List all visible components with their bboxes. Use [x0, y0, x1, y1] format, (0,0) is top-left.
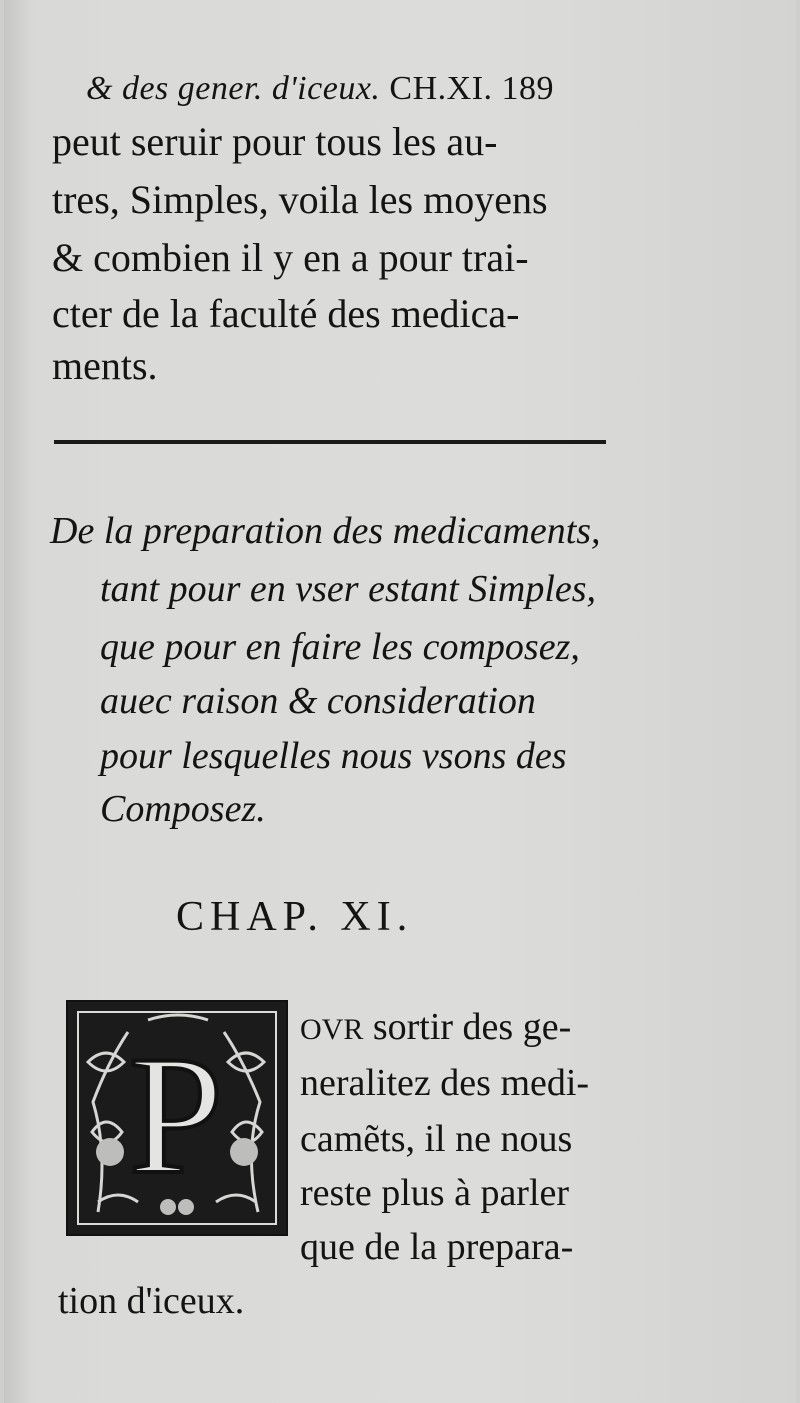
floral-initial-icon	[68, 1002, 286, 1234]
paragraph-line-1-text: sortir des ge-	[363, 1006, 572, 1048]
section-title-line-2: tant pour en vser estant Simples,	[100, 568, 597, 610]
paragraph-line-5: que de la prepara-	[300, 1226, 574, 1268]
page-number: 189	[501, 70, 555, 107]
book-page	[4, 0, 796, 1403]
body-line-5: ments.	[52, 343, 158, 388]
chapter-heading: CHAP. XI.	[176, 894, 414, 940]
section-title-line-6: Composez.	[100, 788, 266, 830]
section-title-line-4: auec raison & consideration	[100, 680, 536, 722]
paragraph-line-4: reste plus à parler	[300, 1172, 570, 1214]
body-line-1: peut seruir pour tous les au-	[52, 119, 498, 164]
section-title-line-3: que pour en faire les composez,	[100, 626, 580, 668]
body-line-2: tres, Simples, voila les moyens	[52, 177, 548, 222]
section-title-line-5: pour lesquelles nous vsons des	[100, 735, 567, 777]
paragraph-first-word: OVR	[300, 1013, 364, 1046]
paragraph-line-3: camẽts, il ne nous	[300, 1118, 573, 1160]
section-title-line-1: De la preparation des medicaments,	[50, 510, 601, 552]
decorated-initial	[66, 1000, 288, 1236]
paragraph-last-line: tion d'iceux.	[58, 1280, 245, 1322]
running-head	[86, 70, 554, 108]
section-divider	[54, 440, 606, 444]
drop-cap-letter: P	[128, 1021, 224, 1209]
paragraph-line-1	[300, 1008, 571, 1046]
running-head-chapter: CH.XI.	[389, 70, 493, 107]
paragraph-line-2: neralitez des medi-	[300, 1062, 590, 1104]
body-line-4: cter de la faculté des medica-	[52, 291, 520, 336]
running-head-title: & des gener. d'iceux.	[86, 70, 381, 107]
body-line-3: & combien il y en a pour trai-	[52, 235, 529, 280]
